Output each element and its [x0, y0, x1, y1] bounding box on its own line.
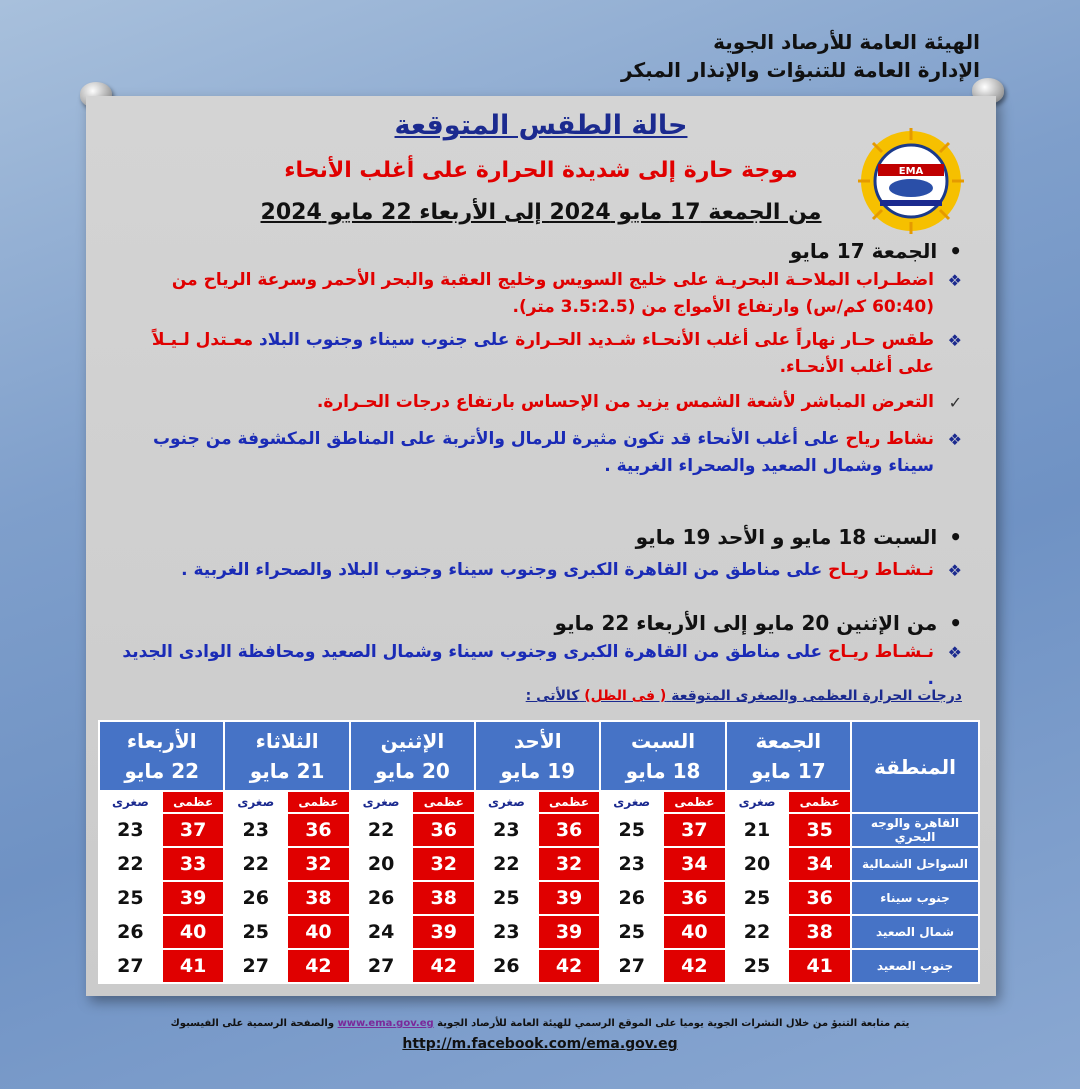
- section-friday: [122, 238, 962, 480]
- diamond-bullet-icon: ❖: [947, 643, 962, 662]
- date-range: من الجمعة 17 مايو 2024 إلى الأربعاء 22 مايو 2024: [260, 200, 822, 225]
- table-row: [99, 881, 979, 915]
- diamond-bullet-icon: ❖: [947, 430, 962, 449]
- min-label: صغرى: [475, 791, 538, 813]
- section-day-title: • الجمعة 17 مايو: [122, 238, 962, 265]
- min-label: صغرى: [350, 791, 413, 813]
- max-temp-cell: 35: [788, 813, 851, 847]
- region-cell: شمال الصعيد: [851, 915, 979, 949]
- min-temp-cell: 25: [475, 881, 538, 915]
- min-temp-cell: 22: [99, 847, 162, 881]
- max-temp-cell: 38: [412, 881, 475, 915]
- list-item: ❖ طقس حـار نهاراً على أغلب الأنحـاء شـديد الحـرارة على جنوب سيناء وجنوب البلاد معـتدل لـيـلاً على أغلب الأنحـاء.: [122, 327, 962, 381]
- max-temp-cell: 40: [287, 915, 350, 949]
- min-temp-cell: 27: [224, 949, 287, 983]
- max-temp-cell: 32: [287, 847, 350, 881]
- min-temp-cell: 26: [600, 881, 663, 915]
- min-temp-cell: 22: [350, 813, 413, 847]
- max-label: عظمى: [287, 791, 350, 813]
- max-temp-cell: 36: [412, 813, 475, 847]
- max-temp-cell: 40: [663, 915, 726, 949]
- min-temp-cell: 23: [475, 915, 538, 949]
- min-temp-cell: 26: [475, 949, 538, 983]
- max-temp-cell: 39: [412, 915, 475, 949]
- day-header: الأحد 19 مايو: [475, 721, 600, 791]
- min-label: صغرى: [600, 791, 663, 813]
- max-temp-cell: 42: [412, 949, 475, 983]
- table-row: [99, 915, 979, 949]
- forecast-board: [86, 96, 996, 996]
- day-header: الإثنين 20 مايو: [350, 721, 475, 791]
- check-bullet-icon: ✓: [948, 393, 962, 412]
- max-temp-cell: 37: [162, 813, 225, 847]
- region-cell: جنوب الصعيد: [851, 949, 979, 983]
- max-temp-cell: 41: [788, 949, 851, 983]
- max-temp-cell: 36: [788, 881, 851, 915]
- max-temp-cell: 36: [538, 813, 601, 847]
- header-org: الهيئة العامة للأرصاد الجوية: [713, 30, 980, 54]
- day-header: الأربعاء 22 مايو: [99, 721, 224, 791]
- min-label: صغرى: [99, 791, 162, 813]
- min-temp-cell: 25: [224, 915, 287, 949]
- min-temp-cell: 20: [726, 847, 789, 881]
- header-dept: الإدارة العامة للتنبؤات والإنذار المبكر: [621, 58, 980, 82]
- temperature-table: [98, 720, 980, 984]
- day-header: الثلاثاء 21 مايو: [224, 721, 349, 791]
- day-header: الجمعة 17 مايو: [726, 721, 851, 791]
- min-temp-cell: 20: [350, 847, 413, 881]
- max-label: عظمى: [663, 791, 726, 813]
- header: [621, 28, 980, 84]
- min-temp-cell: 25: [600, 813, 663, 847]
- min-temp-cell: 23: [475, 813, 538, 847]
- table-row: [99, 847, 979, 881]
- max-temp-cell: 40: [162, 915, 225, 949]
- max-temp-cell: 39: [538, 915, 601, 949]
- min-label: صغرى: [726, 791, 789, 813]
- list-item: ❖ نـشـاط ريـاح على مناطق من القاهرة الكبرى وجنوب سيناء وجنوب البلاد والصحراء الغربية .: [122, 557, 962, 584]
- max-temp-cell: 32: [538, 847, 601, 881]
- max-label: عظمى: [788, 791, 851, 813]
- min-temp-cell: 26: [224, 881, 287, 915]
- section-sat-sun: [122, 524, 962, 584]
- max-temp-cell: 39: [162, 881, 225, 915]
- section-mon-wed: [122, 610, 962, 693]
- max-temp-cell: 42: [287, 949, 350, 983]
- max-temp-cell: 34: [788, 847, 851, 881]
- min-temp-cell: 27: [600, 949, 663, 983]
- max-temp-cell: 36: [663, 881, 726, 915]
- min-temp-cell: 25: [726, 949, 789, 983]
- subtitle: موجة حارة إلى شديدة الحرارة على أغلب الأنحاء: [284, 158, 798, 183]
- region-header: المنطقة: [851, 721, 979, 813]
- min-temp-cell: 23: [600, 847, 663, 881]
- max-temp-cell: 36: [287, 813, 350, 847]
- list-item: ❖ نـشـاط ريـاح على مناطق من القاهرة الكبرى وجنوب سيناء وشمال الصعيد ومحافظة الوادى الجديد .: [122, 639, 962, 693]
- logo-text: EMA: [898, 166, 924, 177]
- max-temp-cell: 33: [162, 847, 225, 881]
- page-title: حالة الطقس المتوقعة: [394, 110, 688, 141]
- list-item: ❖ نشاط رياح على أغلب الأنحاء قد تكون مثيرة للرمال والأتربة على المناطق المكشوفة من جنوب سيناء وشمال الصعيد والصحراء الغربية .: [122, 426, 962, 480]
- region-cell: السواحل الشمالية: [851, 847, 979, 881]
- max-temp-cell: 37: [663, 813, 726, 847]
- max-temp-cell: 42: [538, 949, 601, 983]
- diamond-bullet-icon: ❖: [947, 331, 962, 350]
- max-temp-cell: 42: [663, 949, 726, 983]
- region-cell: القاهرة والوجه البحري: [851, 813, 979, 847]
- min-temp-cell: 25: [726, 881, 789, 915]
- region-cell: جنوب سيناء: [851, 881, 979, 915]
- min-label: صغرى: [224, 791, 287, 813]
- max-temp-cell: 39: [538, 881, 601, 915]
- table-row: [99, 813, 979, 847]
- table-caption: درجات الحرارة العظمى والصغرى المتوقعة ( فى الظل) كالأتى :: [525, 688, 962, 704]
- min-temp-cell: 27: [350, 949, 413, 983]
- day-header: السبت 18 مايو: [600, 721, 725, 791]
- footer-text: يتم متابعة التنبؤ من خلال النشرات الجوية يوميا على الموقع الرسمي للهيئة العامة للأرصاد الجوية www.ema.gov.eg والصفحة الرسمية على الفيسبوك: [170, 1018, 910, 1029]
- sub-header-row: [99, 791, 979, 813]
- list-item: ❖ اضطـراب الملاحـة البحريـة على خليج السويس وخليج العقبة والبحر الأحمر وسرعة الرياح من (60:40 كم/س) وارتفاع الأمواج من (3.5:2.5 متر).: [122, 267, 962, 321]
- min-temp-cell: 25: [600, 915, 663, 949]
- min-temp-cell: 26: [99, 915, 162, 949]
- min-temp-cell: 26: [350, 881, 413, 915]
- diamond-bullet-icon: ❖: [947, 271, 962, 290]
- max-temp-cell: 41: [162, 949, 225, 983]
- min-temp-cell: 21: [726, 813, 789, 847]
- max-temp-cell: 32: [412, 847, 475, 881]
- max-temp-cell: 38: [287, 881, 350, 915]
- table-row: [99, 949, 979, 983]
- min-temp-cell: 24: [350, 915, 413, 949]
- max-temp-cell: 34: [663, 847, 726, 881]
- min-temp-cell: 22: [224, 847, 287, 881]
- max-label: عظمى: [162, 791, 225, 813]
- min-temp-cell: 22: [726, 915, 789, 949]
- min-temp-cell: 22: [475, 847, 538, 881]
- section-day-title: • السبت 18 مايو و الأحد 19 مايو: [122, 524, 962, 551]
- facebook-link[interactable]: http://m.facebook.com/ema.gov.eg: [402, 1036, 678, 1052]
- section-day-title: • من الإثنين 20 مايو إلى الأربعاء 22 مايو: [122, 610, 962, 637]
- min-temp-cell: 27: [99, 949, 162, 983]
- min-temp-cell: 23: [224, 813, 287, 847]
- max-label: عظمى: [538, 791, 601, 813]
- max-label: عظمى: [412, 791, 475, 813]
- min-temp-cell: 25: [99, 881, 162, 915]
- max-temp-cell: 38: [788, 915, 851, 949]
- diamond-bullet-icon: ❖: [947, 561, 962, 580]
- min-temp-cell: 23: [99, 813, 162, 847]
- ema-website-link[interactable]: www.ema.gov.eg: [337, 1018, 434, 1029]
- list-item: ✓ التعرض المباشر لأشعة الشمس يزيد من الإحساس بارتفاع درجات الحـرارة.: [122, 389, 962, 416]
